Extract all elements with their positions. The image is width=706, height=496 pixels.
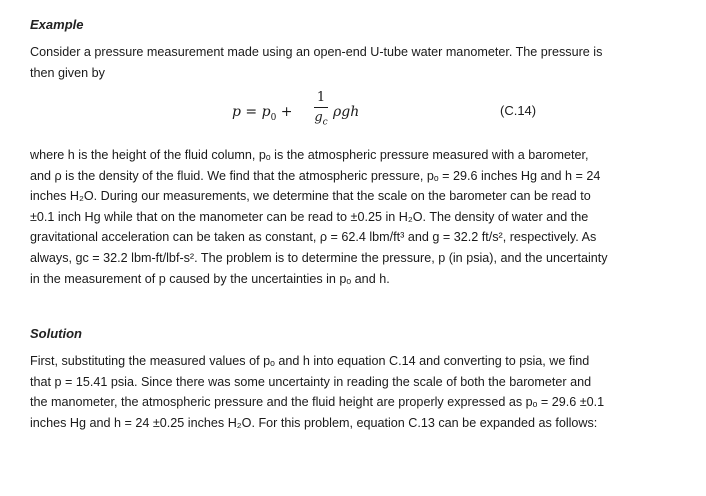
solution-line-1: First, substituting the measured values of pₒ and h into equation C.14 and converting to psia, we find	[30, 354, 590, 368]
equation-lhs: $p = p_0$ +	[232, 104, 293, 123]
solution-line-2: that p = 15.41 psia. Since there was some uncertainty in reading the scale of both the barometer and	[30, 374, 592, 389]
problem-line-6: always, gᴄ = 32.2 lbm-ft/lbf-s². The problem is to determine the pressure, p (in psia), and the uncertainty	[30, 250, 608, 265]
equation-c14	[232, 90, 552, 138]
equation-label: (C.14)	[500, 103, 537, 118]
solution-line-4: inches Hg and h = 24 ±0.25 inches H₂O. For this problem, equation C.13 can be expanded as follows:	[30, 415, 598, 430]
problem-line-3: inches H₂O. During our measurements, we determine that the scale on the barometer can be read to	[30, 189, 591, 204]
problem-line-7: in the measurement of p caused by the uncertainties in pₒ and h.	[30, 271, 390, 286]
problem-line-5: gravitational acceleration can be taken as constant, ρ = 62.4 lbm/ft³ and g = 32.2 ft/s², respectively. As	[30, 230, 597, 245]
problem-line-2: and ρ is the density of the fluid. We find that the atmospheric pressure, pₒ = 29.6 inches Hg and h = 24	[30, 168, 601, 183]
problem-line-1: where h is the height of the fluid column, pₒ is the atmospheric pressure measured with a barometer,	[30, 148, 589, 162]
equation-rhs: ρgh	[333, 104, 360, 120]
equation-fraction	[314, 90, 328, 126]
fraction-numerator: 1	[316, 90, 326, 105]
solution-heading: Solution	[30, 326, 82, 341]
fraction-denominator: $g_c$	[314, 110, 328, 128]
example-heading: Example	[30, 17, 84, 32]
problem-paragraph	[30, 145, 658, 289]
problem-line-4: ±0.1 inch Hg while that on the manometer can be read to ±0.25 in H₂O. The density of water and the	[30, 209, 589, 224]
fraction-bar	[314, 107, 328, 108]
intro-line-1: Consider a pressure measurement made using an open-end U-tube water manometer. The pressure is	[30, 45, 603, 59]
solution-paragraph	[30, 351, 658, 433]
intro-paragraph	[30, 42, 658, 83]
intro-line-2: then given by	[30, 65, 105, 80]
solution-line-3: the manometer, the atmospheric pressure and the fluid height are properly expressed as pₒ = 29.6 ±0.1	[30, 395, 605, 410]
